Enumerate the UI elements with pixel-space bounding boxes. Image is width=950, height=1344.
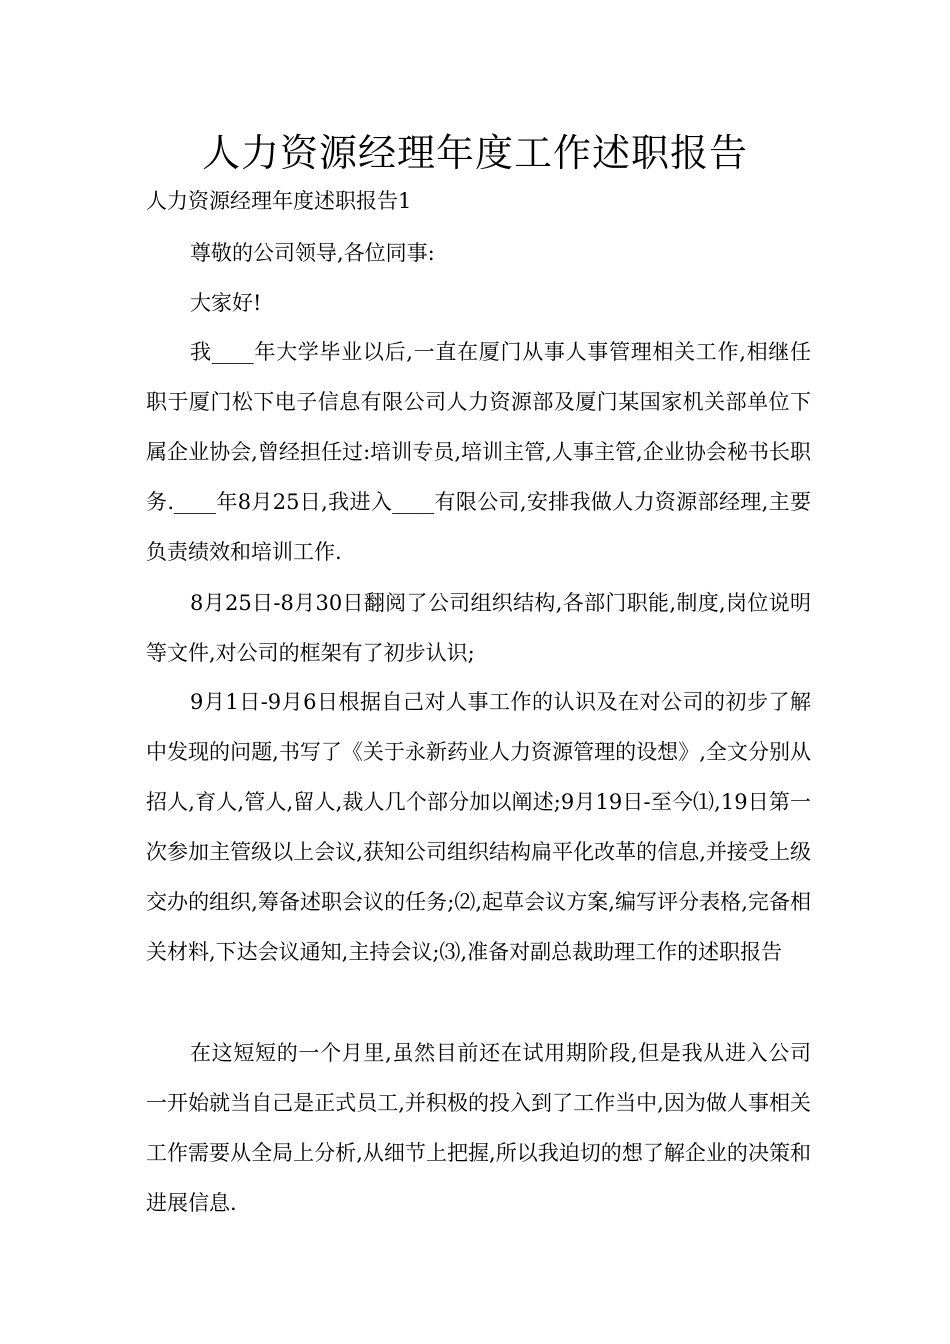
- paragraph-august-work: 8月25日-8月30日翻阅了公司组织结构,各部门职能,制度,岗位说明等文件,对公司的框架有了初步认识;: [146, 591, 811, 665]
- document-title: 人力资源经理年度工作述职报告: [201, 131, 748, 175]
- paragraph-background: 我____年大学毕业以后,一直在厦门从事人事管理相关工作,相继任职于厦门松下电子信息有限公司人力资源部及厦门某国家机关部单位下属企业协会,曾经担任过:培训专员,培训主管,人事主管,企业协会秘书长职务.____年8月25日,我进入____有限公司,安排我做人力资源部经理,主要负责绩效和培训工作.: [146, 340, 811, 564]
- paragraph-greeting: 尊敬的公司领导,各位同事:: [190, 241, 435, 265]
- paragraph-reflection: 在这短短的一个月里,虽然目前还在试用期阶段,但是我从进入公司一开始就当自己是正式员工,并积极的投入到了工作当中,因为做人事相关工作需要从全局上分析,从细节上把握,所以我迫切的想了解企业的决策和进展信息.: [146, 1041, 811, 1215]
- paragraph-hello: 大家好!: [190, 291, 262, 315]
- paragraph-september-work: 9月1日-9月6日根据自己对人事工作的认识及在对公司的初步了解中发现的问题,书写了《关于永新药业人力资源管理的设想》,全文分别从招人,育人,管人,留人,裁人几个部分加以阐述;9月19日-至今⑴,19日第一次参加主管级以上会议,获知公司组织结构扁平化改革的信息,并接受上级交办的组织,筹备述职会议的任务;⑵,起草会议方案,编写评分表格,完备相关材料,下达会议通知,主持会议;⑶,准备对副总裁助理工作的述职报告: [146, 690, 811, 964]
- document-subtitle: 人力资源经理年度述职报告1: [146, 189, 412, 213]
